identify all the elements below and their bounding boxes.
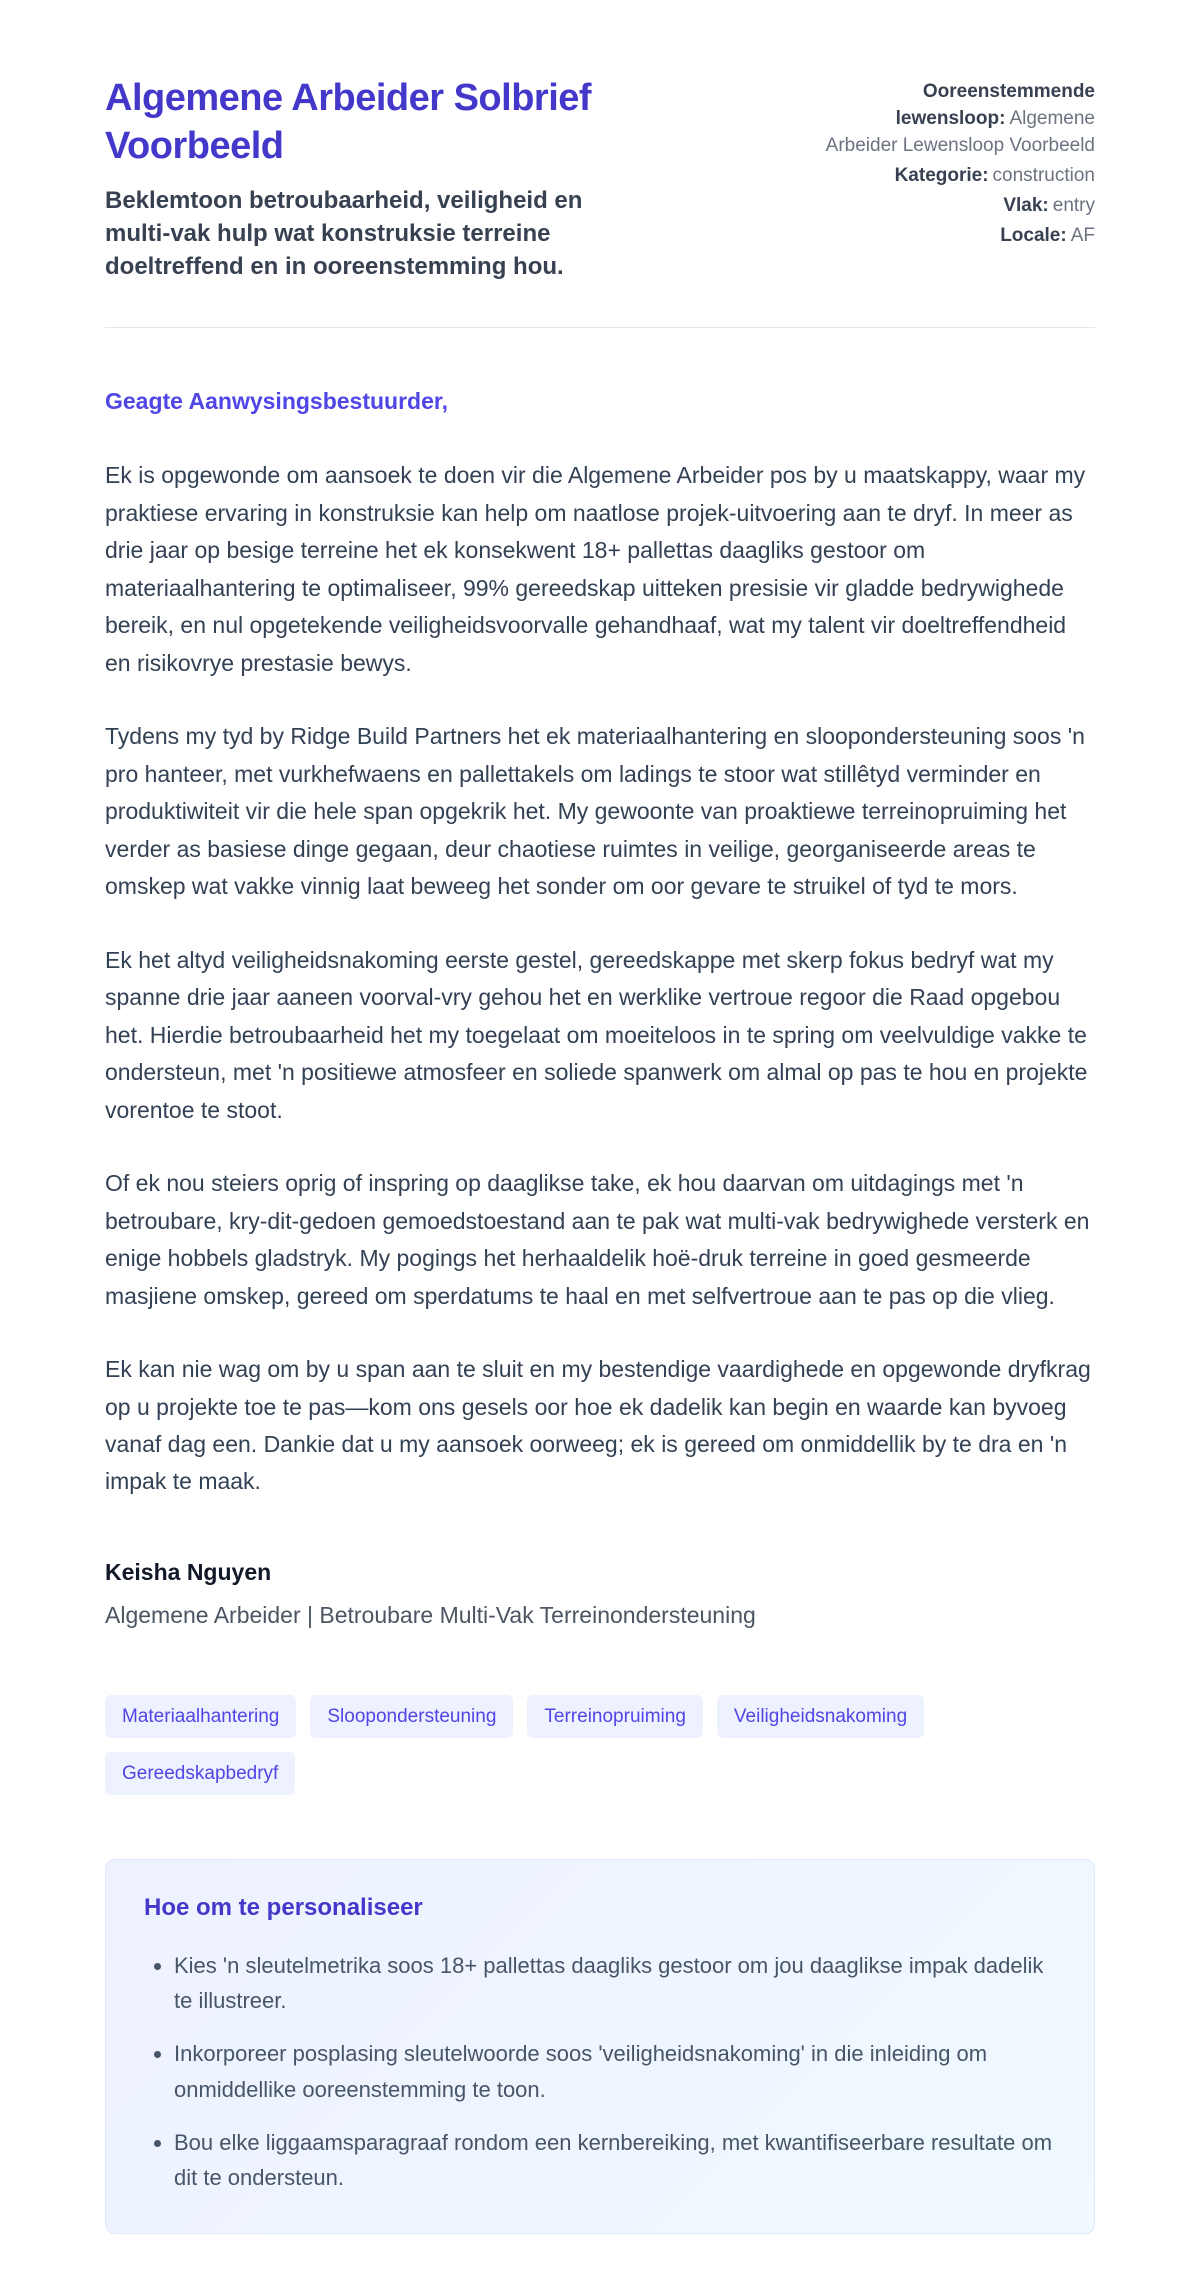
letter-paragraph: Of ek nou steiers oprig of inspring op daaglikse take, ek hou daarvan om uitdagings met 'n betroubare, kry-dit-gedoen gemoedstoestand aan te pak wat multi-vak bedrywighede versterk en enige hobbels gladstryk. My pogings het herhaaldelik hoë-druk terreine in goed gesmeerde masjiene omskep, gereed om sperdatums te haal en met selfvertroue aan te pas op die vlieg. [105, 1170, 1090, 1309]
letter-paragraph: Ek kan nie wag om by u span aan te sluit en my bestendige vaardighede en opgewonde dryfkrag op u projekte toe te pas—kom ons gesels oor hoe ek dadelik kan begin en waarde kan byvoeg vanaf dag een. Dankie dat u my aansoek oorweeg; ek is gereed om onmiddellik by te dra en 'n impak te maak. [105, 1356, 1091, 1495]
tips-list [144, 1948, 1056, 2195]
tag-terreinopruiming[interactable]: Terreinopruiming [527, 1695, 703, 1738]
tag-materiaalhantering[interactable]: Materiaalhantering [105, 1695, 296, 1738]
signature-name: Keisha Nguyen [105, 1558, 272, 1585]
meta-category [823, 163, 1095, 190]
letter-paragraph: Tydens my tyd by Ridge Build Partners het ek materiaalhantering en sloopondersteuning soos 'n pro hanteer, met vurkhefwaens en pallettakels om ladings te stoor wat stillêtyd verminder en produktiwiteit vir die hele span opgekrik het. My gewoonte van proaktiewe terreinopruiming het verder as basiese dinge gegaan, deur chaotiese ruimtes in veilige, georganiseerde areas te omskep wat vakke vinnig laat beweeg het sonder om oor gevare te struikel of tyd te mors. [105, 723, 1085, 900]
tag-sloopondersteuning[interactable]: Sloopondersteuning [310, 1695, 513, 1738]
page-title: Algemene Arbeider Solbrief Voorbeeld [105, 77, 592, 167]
meta-locale-value: AF [1070, 224, 1095, 246]
header [105, 75, 1095, 283]
signature-title: Algemene Arbeider | Betroubare Multi-Vak Terreinondersteuning [105, 1601, 756, 1628]
meta-panel [823, 75, 1095, 253]
meta-level-value: entry [1052, 194, 1095, 216]
letter-greeting: Geagte Aanwysingsbestuurder, [105, 388, 448, 415]
letter-paragraph: Ek het altyd veiligheidsnakoming eerste gestel, gereedskappe met skerp fokus bedryf wat my spanne drie jaar aaneen voorval-vry gehou het en werklike vertroue regoor die Raad opgebou het. Hierdie betroubaarheid het my toegelaat om moeiteloos in te spring om veelvuldige vakke te ondersteun, met 'n positiewe atmosfeer en soliede spanwerk om almal op pas te hou en projekte vorentoe te stoot. [105, 946, 1088, 1123]
tip-item: • Inkorporeer posplasing sleutelwoorde soos 'veiligheidsnakoming' in die inleiding om onmiddellike ooreenstemming te toon. [174, 2036, 1056, 2106]
skill-tags [105, 1695, 1095, 1795]
page-subtitle: Beklemtoon betroubaarheid, veiligheid en multi-vak hulp wat konstruksie terreine doeltreffend en in ooreenstemming hou. [105, 187, 583, 281]
meta-locale [823, 223, 1095, 250]
meta-locale-label: Locale: [1000, 224, 1067, 246]
header-divider [105, 327, 1095, 328]
meta-category-value: construction [992, 164, 1095, 186]
meta-matching-resume-value: Algemene Arbeider Lewensloop Voorbeeld [825, 107, 1095, 156]
tag-veiligheidsnakoming[interactable]: Veiligheidsnakoming [717, 1695, 924, 1738]
personalization-tips-box [105, 1859, 1095, 2234]
tip-item: • Bou elke liggaamsparagraaf rondom een kernbereiking, met kwantifiseerbare resultate om dit te ondersteun. [174, 2125, 1056, 2195]
header-titles [105, 75, 745, 283]
tag-gereedskapbedryf[interactable]: Gereedskapbedryf [105, 1752, 295, 1795]
letter-body [105, 388, 1095, 1629]
meta-matching-resume [823, 79, 1095, 160]
meta-category-label: Kategorie: [894, 164, 989, 186]
meta-matching-resume-label: Ooreenstemmende lewensloop: [895, 81, 1095, 129]
meta-level-label: Vlak: [1003, 194, 1049, 216]
tip-item: • Kies 'n sleutelmetrika soos 18+ pallettas daagliks gestoor om jou daaglikse impak dadelik te illustreer. [174, 1948, 1056, 2018]
meta-level [823, 193, 1095, 220]
letter-paragraph: Ek is opgewonde om aansoek te doen vir die Algemene Arbeider pos by u maatskappy, waar my praktiese ervaring in konstruksie kan help om naatlose projek-uitvoering aan te dryf. In meer as drie jaar op besige terreine het ek konsekwent 18+ pallettas daagliks gestoor om materiaalhantering te optimaliseer, 99% gereedskap uitteken presisie vir gladde bedrywighede bereik, en nul opgetekende veiligheidsvoorvalle gehandhaaf, wat my talent vir doeltreffendheid en risikovrye prestasie bewys. [105, 462, 1086, 676]
tips-title: Hoe om te personaliseer [144, 1893, 423, 1921]
